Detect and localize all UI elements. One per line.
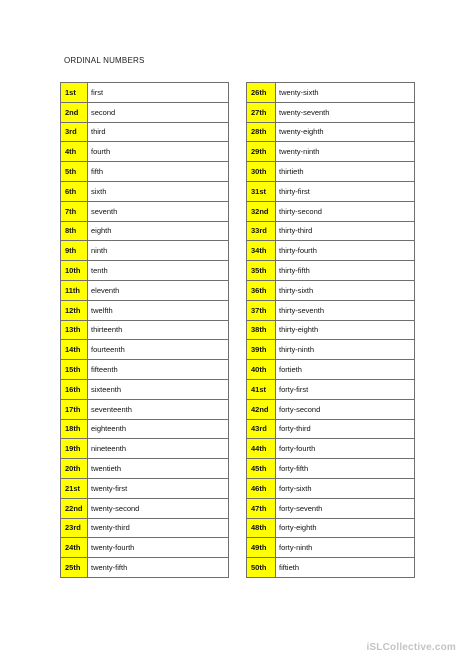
ordinal-word-cell: twelfth — [88, 300, 229, 320]
table-row — [61, 459, 229, 479]
ordinal-number-cell: 38th — [247, 320, 276, 340]
ordinal-word-cell: forty-sixth — [276, 478, 415, 498]
ordinal-word-cell: twenty-seventh — [276, 102, 415, 122]
table-row — [247, 122, 415, 142]
ordinal-number-cell: 8th — [61, 221, 88, 241]
table-row — [61, 538, 229, 558]
ordinal-number-cell: 30th — [247, 162, 276, 182]
table-row — [247, 439, 415, 459]
ordinal-number-cell: 32nd — [247, 201, 276, 221]
table-row — [61, 439, 229, 459]
ordinal-number-cell: 33rd — [247, 221, 276, 241]
ordinal-word-cell: thirty-sixth — [276, 280, 415, 300]
ordinal-number-cell: 1st — [61, 83, 88, 103]
ordinal-word-cell: thirty-fourth — [276, 241, 415, 261]
ordinal-number-cell: 19th — [61, 439, 88, 459]
ordinal-word-cell: sixth — [88, 181, 229, 201]
table-row — [247, 102, 415, 122]
ordinal-word-cell: forty-eighth — [276, 518, 415, 538]
ordinal-word-cell: thirty-fifth — [276, 261, 415, 281]
table-row — [247, 83, 415, 103]
table-row — [61, 419, 229, 439]
ordinal-word-cell: twenty-fifth — [88, 558, 229, 578]
ordinal-number-cell: 29th — [247, 142, 276, 162]
ordinal-word-cell: fourth — [88, 142, 229, 162]
ordinal-word-cell: thirtieth — [276, 162, 415, 182]
ordinal-number-cell: 24th — [61, 538, 88, 558]
ordinal-number-cell: 37th — [247, 300, 276, 320]
ordinal-number-cell: 17th — [61, 399, 88, 419]
ordinal-number-cell: 14th — [61, 340, 88, 360]
ordinal-word-cell: seventh — [88, 201, 229, 221]
table-row — [247, 538, 415, 558]
ordinal-word-cell: forty-fifth — [276, 459, 415, 479]
table-row — [61, 379, 229, 399]
table-row — [247, 340, 415, 360]
table-row — [247, 459, 415, 479]
ordinal-number-cell: 12th — [61, 300, 88, 320]
ordinal-word-cell: twenty-eighth — [276, 122, 415, 142]
ordinal-number-cell: 36th — [247, 280, 276, 300]
ordinal-word-cell: twenty-ninth — [276, 142, 415, 162]
ordinal-word-cell: forty-ninth — [276, 538, 415, 558]
ordinal-word-cell: eleventh — [88, 280, 229, 300]
ordinal-word-cell: thirty-seventh — [276, 300, 415, 320]
ordinal-word-cell: sixteenth — [88, 379, 229, 399]
table-row — [61, 261, 229, 281]
ordinal-word-cell: thirty-eighth — [276, 320, 415, 340]
ordinal-word-cell: forty-fourth — [276, 439, 415, 459]
ordinal-number-cell: 20th — [61, 459, 88, 479]
ordinal-number-cell: 7th — [61, 201, 88, 221]
ordinal-word-cell: thirty-third — [276, 221, 415, 241]
table-row — [247, 300, 415, 320]
ordinal-word-cell: nineteenth — [88, 439, 229, 459]
table-row — [61, 241, 229, 261]
ordinal-number-cell: 46th — [247, 478, 276, 498]
ordinal-table-left — [60, 82, 229, 578]
table-row — [61, 181, 229, 201]
ordinal-word-cell: twenty-first — [88, 478, 229, 498]
table-row — [61, 300, 229, 320]
ordinal-number-cell: 21st — [61, 478, 88, 498]
page-title: ORDINAL NUMBERS — [64, 56, 145, 65]
table-row — [247, 498, 415, 518]
ordinal-number-cell: 49th — [247, 538, 276, 558]
table-row — [61, 399, 229, 419]
ordinal-word-cell: fifteenth — [88, 360, 229, 380]
table-row — [61, 122, 229, 142]
ordinal-number-cell: 23rd — [61, 518, 88, 538]
table-row — [247, 558, 415, 578]
ordinal-word-cell: thirty-first — [276, 181, 415, 201]
ordinal-word-cell: fiftieth — [276, 558, 415, 578]
ordinal-number-cell: 11th — [61, 280, 88, 300]
ordinal-number-cell: 43rd — [247, 419, 276, 439]
table-row — [247, 162, 415, 182]
ordinal-number-cell: 6th — [61, 181, 88, 201]
table-row — [247, 518, 415, 538]
ordinal-number-cell: 50th — [247, 558, 276, 578]
table-row — [247, 201, 415, 221]
ordinal-word-cell: thirty-ninth — [276, 340, 415, 360]
ordinal-number-cell: 4th — [61, 142, 88, 162]
table-row — [247, 221, 415, 241]
ordinal-number-cell: 18th — [61, 419, 88, 439]
table-row — [247, 261, 415, 281]
table-row — [247, 360, 415, 380]
ordinal-number-cell: 15th — [61, 360, 88, 380]
ordinal-word-cell: tenth — [88, 261, 229, 281]
ordinal-number-cell: 42nd — [247, 399, 276, 419]
ordinal-word-cell: twenty-sixth — [276, 83, 415, 103]
ordinal-number-cell: 48th — [247, 518, 276, 538]
ordinal-number-cell: 47th — [247, 498, 276, 518]
ordinal-word-cell: eighteenth — [88, 419, 229, 439]
ordinal-word-cell: seventeenth — [88, 399, 229, 419]
ordinal-number-cell: 9th — [61, 241, 88, 261]
table-row — [247, 478, 415, 498]
table-row — [247, 379, 415, 399]
table-row — [247, 399, 415, 419]
ordinal-table-right — [246, 82, 415, 578]
ordinal-number-cell: 22nd — [61, 498, 88, 518]
ordinal-word-cell: thirteenth — [88, 320, 229, 340]
ordinal-number-cell: 2nd — [61, 102, 88, 122]
ordinal-number-cell: 28th — [247, 122, 276, 142]
ordinal-word-cell: first — [88, 83, 229, 103]
ordinal-word-cell: forty-seventh — [276, 498, 415, 518]
ordinal-number-cell: 26th — [247, 83, 276, 103]
ordinal-number-cell: 25th — [61, 558, 88, 578]
ordinal-word-cell: second — [88, 102, 229, 122]
table-row — [61, 221, 229, 241]
ordinal-word-cell: fifth — [88, 162, 229, 182]
ordinal-word-cell: forty-third — [276, 419, 415, 439]
ordinal-word-cell: twenty-third — [88, 518, 229, 538]
table-row — [61, 102, 229, 122]
table-row — [61, 162, 229, 182]
watermark: iSLCollective.com — [366, 642, 456, 653]
ordinal-number-cell: 10th — [61, 261, 88, 281]
ordinal-word-cell: fourteenth — [88, 340, 229, 360]
ordinal-word-cell: forty-first — [276, 379, 415, 399]
ordinal-number-cell: 41st — [247, 379, 276, 399]
table-row — [61, 201, 229, 221]
ordinal-number-cell: 44th — [247, 439, 276, 459]
table-row — [247, 280, 415, 300]
ordinal-word-cell: ninth — [88, 241, 229, 261]
ordinal-number-cell: 35th — [247, 261, 276, 281]
ordinal-word-cell: twentieth — [88, 459, 229, 479]
table-row — [61, 498, 229, 518]
ordinal-number-cell: 13th — [61, 320, 88, 340]
table-row — [247, 320, 415, 340]
ordinal-word-cell: forty-second — [276, 399, 415, 419]
ordinal-number-cell: 3rd — [61, 122, 88, 142]
table-row — [247, 241, 415, 261]
ordinal-word-cell: eighth — [88, 221, 229, 241]
ordinal-number-cell: 45th — [247, 459, 276, 479]
ordinal-word-cell: twenty-fourth — [88, 538, 229, 558]
ordinal-number-cell: 16th — [61, 379, 88, 399]
table-row — [61, 478, 229, 498]
table-row — [61, 558, 229, 578]
table-row — [61, 83, 229, 103]
table-row — [61, 340, 229, 360]
table-row — [247, 419, 415, 439]
ordinal-number-cell: 39th — [247, 340, 276, 360]
table-row — [61, 280, 229, 300]
table-row — [61, 320, 229, 340]
table-row — [61, 518, 229, 538]
ordinal-number-cell: 5th — [61, 162, 88, 182]
table-row — [61, 360, 229, 380]
ordinal-word-cell: third — [88, 122, 229, 142]
ordinal-word-cell: twenty-second — [88, 498, 229, 518]
table-row — [247, 142, 415, 162]
ordinal-number-cell: 34th — [247, 241, 276, 261]
ordinal-number-cell: 40th — [247, 360, 276, 380]
ordinal-number-cell: 31st — [247, 181, 276, 201]
ordinal-number-cell: 27th — [247, 102, 276, 122]
table-row — [61, 142, 229, 162]
ordinal-word-cell: thirty-second — [276, 201, 415, 221]
ordinal-word-cell: fortieth — [276, 360, 415, 380]
table-row — [247, 181, 415, 201]
